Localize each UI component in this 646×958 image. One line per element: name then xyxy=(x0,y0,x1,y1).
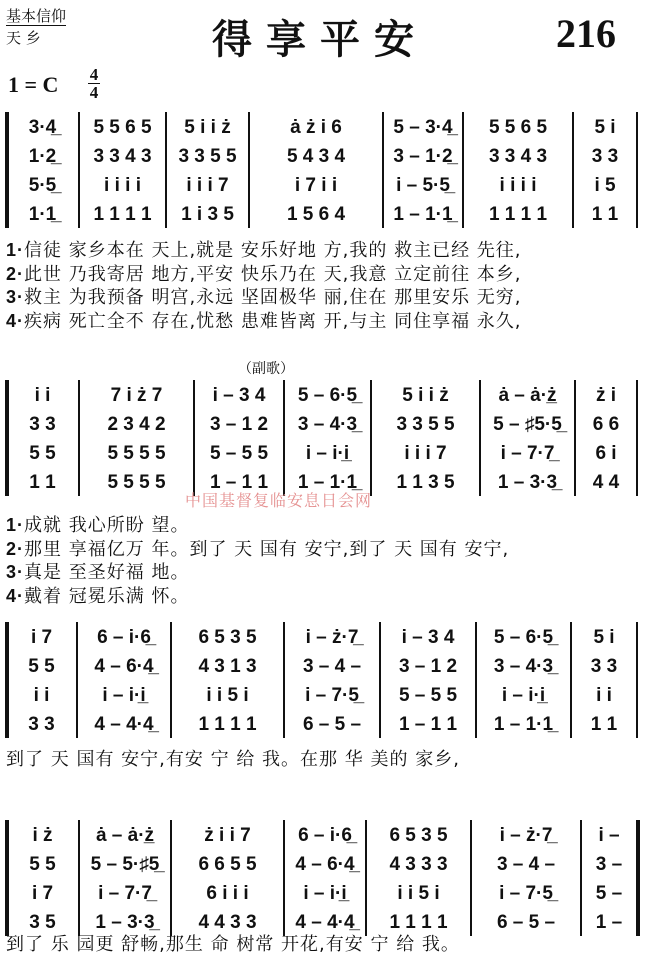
measure: 4 – 6·4̲ xyxy=(295,853,355,875)
measure: 1 1 xyxy=(29,471,56,493)
measure: 5 i xyxy=(594,116,616,138)
measure: 3 3 4 3 xyxy=(488,145,548,167)
measure: i – 3 4 xyxy=(401,626,455,648)
bar-line xyxy=(248,112,250,228)
measure: 3 3 xyxy=(591,145,619,167)
bar-line xyxy=(76,622,78,738)
measure: i i 5 i xyxy=(397,882,440,904)
measure: 5 – 3·4̲ xyxy=(393,116,453,138)
measure: i i xyxy=(34,384,51,406)
measure: ż i xyxy=(595,384,617,406)
measure: i i xyxy=(33,684,50,706)
measure: 3 3 xyxy=(28,713,55,735)
lyric-text: 到了 天 国有 安宁,有安 宁 给 我。在那 华 美的 家乡, xyxy=(6,749,460,770)
measure: 3 3 5 5 xyxy=(396,413,455,435)
measure: 1·2̲ xyxy=(28,145,57,167)
measure: 3 5 xyxy=(29,911,56,933)
lyric-line xyxy=(6,260,522,286)
measure: 1 1 1 1 xyxy=(488,203,548,225)
measure: ȧ ż i 6 xyxy=(290,116,342,138)
bar-line xyxy=(580,820,582,936)
measure: i i i i xyxy=(104,174,141,196)
measure: 6 – 5 – xyxy=(496,911,556,933)
measure: 3 3 xyxy=(29,413,56,435)
key-signature: 1 = C xyxy=(8,72,59,97)
measure: i – 7·5̲ xyxy=(305,684,359,706)
measure: 5 – ♯5·5̲ xyxy=(493,413,562,435)
bar-line xyxy=(479,380,481,496)
measure: 1 1 1 1 xyxy=(198,713,257,735)
measure: 6 – i·6̲ xyxy=(298,824,352,846)
measure: 6 5 3 5 xyxy=(389,824,448,846)
measure: 1 – 3·3̲ xyxy=(497,471,558,493)
measure: 1 – 1·1̲ xyxy=(393,203,453,225)
lyric-text: 到了 乐 园更 舒畅,那生 命 树常 开花,有安 宁 给 我。 xyxy=(6,934,460,955)
verse-number: 2· xyxy=(6,263,25,284)
measure: i i 5 i xyxy=(206,684,249,706)
verse-number: 4· xyxy=(6,585,25,606)
measure: i – ż·7̲ xyxy=(499,824,553,846)
measure: 1 – 3·3̲ xyxy=(95,911,155,933)
measure: 4 3 1 3 xyxy=(198,655,257,677)
measure: 6 – 5 – xyxy=(302,713,362,735)
lyric-line xyxy=(6,307,522,333)
bar-line xyxy=(462,112,464,228)
bar-line xyxy=(283,820,285,936)
measure: 1 – xyxy=(595,911,623,933)
measure: 5 – 6·5̲ xyxy=(297,384,358,406)
measure: i – 7·5̲ xyxy=(499,882,553,904)
measure: i – 7·7̲ xyxy=(500,442,555,464)
measure: 5 5 6 5 xyxy=(488,116,548,138)
measure: 6 6 xyxy=(592,413,620,435)
measure: i – 7·7̲ xyxy=(98,882,152,904)
measure: 3·4̲ xyxy=(28,116,57,138)
bar-line xyxy=(170,820,172,936)
measure: i – i·i̲ xyxy=(305,442,350,464)
measure: i – xyxy=(598,824,620,846)
measure: i – i·i̲ xyxy=(501,684,546,706)
measure: 4 – 4·4̲ xyxy=(295,911,355,933)
measure: 5 i i ż xyxy=(184,116,231,138)
measure: 4 – 4·4̲ xyxy=(94,713,154,735)
measure: 3 3 xyxy=(590,655,618,677)
lyric-line xyxy=(6,236,522,262)
measure: 5 – 6·5̲ xyxy=(493,626,554,648)
measure: 6 6 5 5 xyxy=(198,853,257,875)
bar-line xyxy=(636,820,640,936)
measure: 1 – 1 1 xyxy=(209,471,269,493)
measure: 5 5 5 5 xyxy=(107,471,166,493)
measure: i i i 7 xyxy=(404,442,447,464)
bar-line xyxy=(636,380,638,496)
lyric-text: 信徒 家乡本在 天上,就是 安乐好地 方,我的 救主已经 先往, xyxy=(24,240,522,261)
bar-line xyxy=(78,112,80,228)
lyric-text: 戴着 冠冕乐满 怀。 xyxy=(24,585,190,607)
measure: 7 i ż 7 xyxy=(110,384,163,406)
measure: 3 3 4 3 xyxy=(93,145,152,167)
lyric-line xyxy=(6,582,189,608)
measure: 3 – xyxy=(595,853,623,875)
bar-line xyxy=(283,622,285,738)
measure: 4 3 3 3 xyxy=(389,853,448,875)
time-signature xyxy=(88,66,100,101)
verse-number: 1· xyxy=(6,240,25,260)
category-top: 基本信仰 xyxy=(6,7,67,25)
measure: 5 5 xyxy=(28,655,55,677)
measure: 4 4 3 3 xyxy=(198,911,257,933)
bar-line xyxy=(78,820,80,936)
bar-line xyxy=(470,820,472,936)
interlude-label: （副歌） xyxy=(238,361,294,377)
measure: 5 5 6 5 xyxy=(93,116,152,138)
measure: 5 5 5 5 xyxy=(107,442,166,464)
measure: 1 1 1 1 xyxy=(93,203,152,225)
measure: 1 1 xyxy=(591,203,619,225)
measure: i – 3 4 xyxy=(212,384,266,406)
measure: 1 – 1·1̲ xyxy=(493,713,554,735)
measure: 4 4 xyxy=(592,471,620,493)
bar-line xyxy=(379,622,381,738)
bar-line xyxy=(636,622,638,738)
verse-number: 1· xyxy=(6,515,25,535)
measure: 1 1 3 5 xyxy=(396,471,455,493)
measure: 5 – 5 5 xyxy=(398,684,458,706)
measure: 3 – 1·2̲ xyxy=(393,145,453,167)
lyric-line xyxy=(6,535,509,561)
verse-number: 4· xyxy=(6,310,25,331)
lyric-text: 疾病 死亡全不 存在,忧愁 患难皆离 开,与主 同住享福 永久, xyxy=(24,310,522,332)
bar-line xyxy=(78,380,80,496)
time-top: 4 xyxy=(89,65,99,84)
lyric-text: 那里 享福亿万 年。到了 天 国有 安宁,到了 天 国有 安宁, xyxy=(24,538,510,560)
lyric-line xyxy=(6,558,189,584)
hymn-title: 得享平安 xyxy=(212,16,428,63)
bar-line xyxy=(572,112,574,228)
lyric-text: 救主 为我预备 明宫,永远 坚固极华 丽,住在 那里安乐 无穷, xyxy=(24,287,522,308)
measure: 5 5 xyxy=(29,853,56,875)
bar-line xyxy=(570,622,572,738)
lyric-text: 成就 我心所盼 望。 xyxy=(24,515,190,536)
lyric-line xyxy=(6,511,189,537)
bar-line xyxy=(165,112,167,228)
measure: 1 1 xyxy=(590,713,618,735)
measure: i i xyxy=(596,684,612,706)
measure: 5 i i ż xyxy=(402,384,449,406)
time-bottom: 4 xyxy=(89,83,99,102)
lyric-line xyxy=(6,745,460,771)
measure: 3 – 1 2 xyxy=(398,655,458,677)
measure: 3 – 1 2 xyxy=(209,413,269,435)
measure: 3 – 4 – xyxy=(302,655,362,677)
lyric-line xyxy=(6,283,522,309)
category-bottom: 天 乡 xyxy=(6,29,41,47)
bar-line xyxy=(283,380,285,496)
verse-number: 3· xyxy=(6,287,25,307)
measure: ż i i 7 xyxy=(204,824,251,846)
measure: 1 – 1 1 xyxy=(398,713,458,735)
bar-line xyxy=(170,622,172,738)
measure: 1 5 6 4 xyxy=(286,203,346,225)
measure: 5 – 5 5 xyxy=(209,442,269,464)
hymn-number: 216 xyxy=(556,11,616,56)
measure: 6 – i·6̲ xyxy=(97,626,151,648)
measure: 6 5 3 5 xyxy=(198,626,257,648)
measure: i i i 7 xyxy=(186,174,229,196)
measure: i – i·i̲ xyxy=(303,882,347,904)
measure: 3 – 4·3̲ xyxy=(493,655,554,677)
measure: ȧ – ȧ·ż̲ xyxy=(95,824,155,846)
measure: 1 1 1 1 xyxy=(389,911,448,933)
bar-line xyxy=(365,820,367,936)
bar-line xyxy=(475,622,477,738)
measure: i 7 xyxy=(31,882,54,904)
measure: 6 i i i xyxy=(206,882,249,904)
bar-line xyxy=(574,380,576,496)
bar-line xyxy=(370,380,372,496)
measure: ȧ – ȧ·ż̲ xyxy=(498,384,557,406)
measure: 5·5̲ xyxy=(28,174,57,196)
measure: 4 – 6·4̲ xyxy=(94,655,154,677)
measure: i 5 xyxy=(594,174,616,196)
measure: 5 – 5·♯5̲ xyxy=(90,853,160,875)
measure: i – ż·7̲ xyxy=(305,626,359,648)
measure: i 7 xyxy=(30,626,53,648)
measure: 5 4 3 4 xyxy=(286,145,346,167)
verse-number: 2· xyxy=(6,538,25,559)
measure: 1 – 1·1̲ xyxy=(297,471,358,493)
measure: 6 i xyxy=(595,442,617,464)
measure: 5 i xyxy=(593,626,615,648)
measure: 3 – 4·3̲ xyxy=(297,413,358,435)
bar-line xyxy=(636,112,638,228)
measure: 5 – xyxy=(595,882,623,904)
measure: i i i i xyxy=(499,174,537,196)
watermark: 中国基督复临安息日会网 xyxy=(185,491,373,510)
measure: 1·1̲ xyxy=(28,203,57,225)
measure: 3 – 4 – xyxy=(496,853,556,875)
lyric-text: 真是 至圣好福 地。 xyxy=(24,562,190,583)
measure: i ż xyxy=(32,824,53,846)
measure: 1 i 3 5 xyxy=(181,203,234,225)
measure: i – i·i̲ xyxy=(102,684,146,706)
lyric-line xyxy=(6,930,460,956)
measure: 2 3 4 2 xyxy=(107,413,166,435)
measure: i – 5·5̲ xyxy=(396,174,450,196)
bar-line xyxy=(193,380,195,496)
verse-number: 3· xyxy=(6,562,25,582)
measure: 3 3 5 5 xyxy=(178,145,237,167)
bar-line xyxy=(382,112,384,228)
measure: 5 5 xyxy=(29,442,56,464)
lyric-text: 此世 乃我寄居 地方,平安 快乐乃在 天,我意 立定前往 本乡, xyxy=(24,263,522,285)
measure: i 7 i i xyxy=(294,174,338,196)
